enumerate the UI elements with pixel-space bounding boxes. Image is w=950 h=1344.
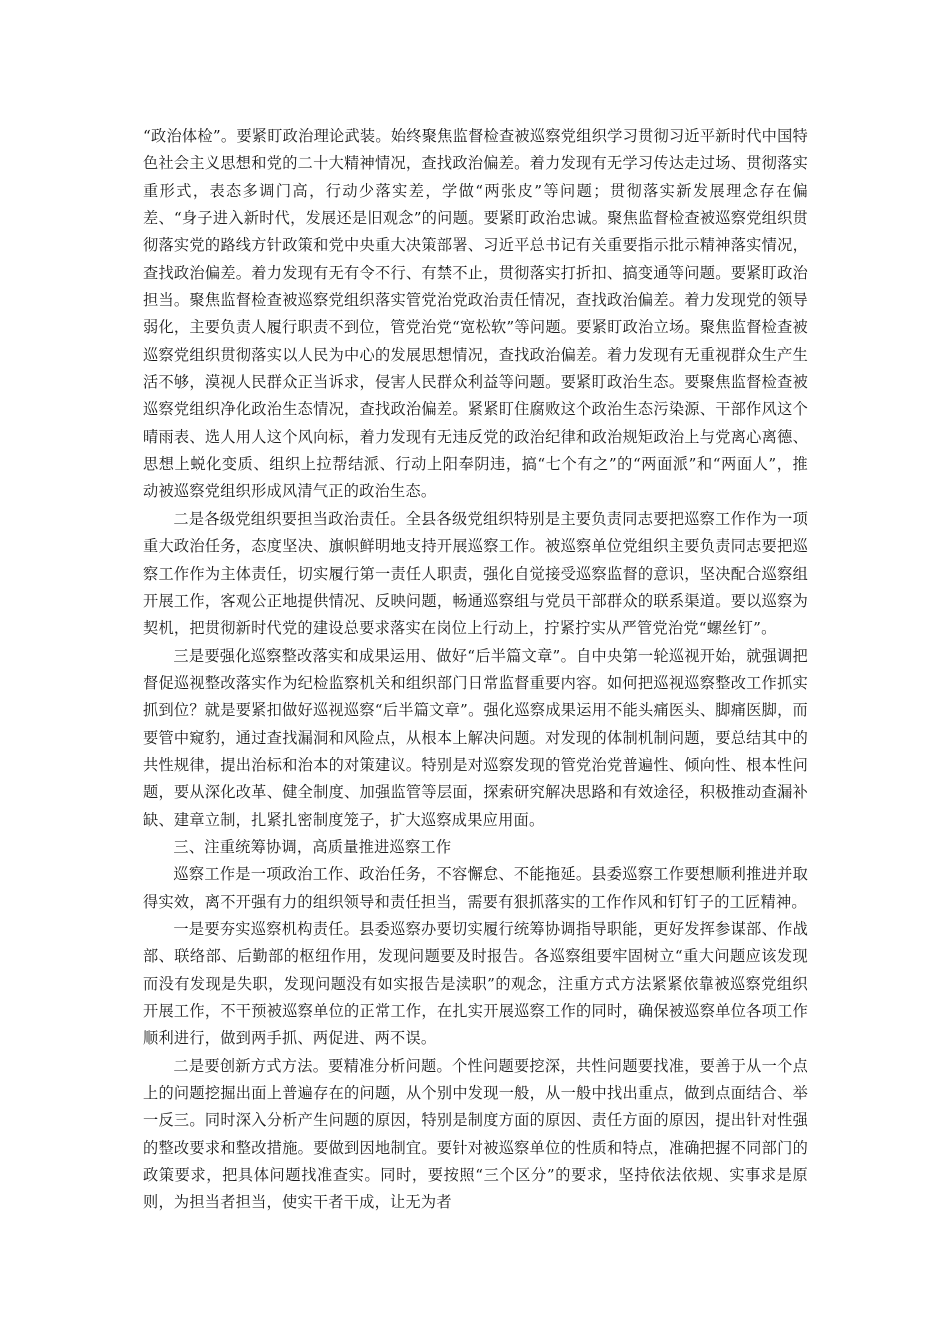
paragraph-inspection-work: 巡察工作是一项政治工作、政治任务，不容懈怠、不能拖延。县委巡察工作要想顺利推进并取得实效，离不开强有力的组织领导和责任担当，需要有狠抓落实的工作作风和钉钉子的工匠精神。	[143, 865, 808, 911]
paragraph-party-responsibility: 二是各级党组织要担当政治责任。全县各级党组织特别是主要负责同志要把巡察工作作为一项重大政治任务，态度坚决、旗帜鲜明地支持开展巡察工作。被巡察单位党组织主要负责同志要把巡察工作作为主体责任，切实履行第一责任人职责，强化自觉接受巡察监督的意识，坚决配合巡察组开展工作，客观公正地提供情况、反映问题，畅通巡察组与党员干部群众的联系渠道。要以巡察为契机，把贯彻新时代党的建设总要求落实在岗位上行动上，拧紧拧实从严管党治党“螺丝钉”。	[143, 509, 808, 638]
paragraph-political-checkup: “政治体检”。要紧盯政治理论武装。始终聚焦监督检查被巡察党组织学习贯彻习近平新时代中国特色社会主义思想和党的二十大精神情况，查找政治偏差。着力发现有无学习传达走过场、贯彻落实重形式，表态多调门高，行动少落实差，学做“两张皮”等问题；贯彻落实新发展理念存在偏差、“身子进入新时代，发展还是旧观念”的问题。要紧盯政治忠诚。聚焦监督检查被巡察党组织贯彻落实党的路线方针政策和党中央重大决策部署、习近平总书记有关重要指示批示精神落实情况，查找政治偏差。着力发现有无有令不行、有禁不止，贯彻落实打折扣、搞变通等问题。要紧盯政治担当。聚焦监督检查被巡察党组织落实管党治党政治责任情况，查找政治偏差。着力发现党的领导弱化，主要负责人履行职责不到位，管党治党“宽松软”等问题。要紧盯政治立场。聚焦监督检查被巡察党组织贯彻落实以人民为中心的发展思想情况，查找政治偏差。着力发现有无重视群众生产生活不够，漠视人民群众正当诉求，侵害人民群众利益等问题。要紧盯政治生态。要聚焦监督检查被巡察党组织净化政治生态情况，查找政治偏差。紧紧盯住腐败这个政治生态污染源、干部作风这个晴雨表、选人用人这个风向标，着力发现有无违反党的政治纪律和政治规矩政治上与党离心离德、思想上蜕化变质、组织上拉帮结派、行动上阳奉阴违，搞“七个有之”的“两面派”和“两面人”，推动被巡察党组织形成风清气正的政治生态。	[143, 127, 808, 501]
section-heading: 三、注重统筹协调，高质量推进巡察工作	[173, 837, 452, 856]
paragraph-institution-responsibility: 一是要夯实巡察机构责任。县委巡察办要切实履行统筹协调指导职能，更好发挥参谋部、作战部、联络部、后勤部的枢纽作用，发现问题要及时报告。各巡察组要牢固树立“重大问题应该发现而没有发现是失职，发现问题没有如实报告是渎职”的观念，注重方式方法紧紧依靠被巡察党组织开展工作，不干预被巡察单位的正常工作，在扎实开展巡察工作的同时，确保被巡察单位各项工作顺利进行，做到两手抓、两促进、两不误。	[143, 919, 808, 1048]
paragraph-rectification: 三是要强化巡察整改落实和成果运用、做好“后半篇文章”。自中央第一轮巡视开始，就强调把督促巡视整改落实作为纪检监察机关和组织部门日常监督重要内容。如何把巡视巡察整改工作抓实抓到位？就是要紧扣做好巡视巡察“后半篇文章”。强化巡察成果运用不能头痛医头、脚痛医脚，而要管中窥豹，通过查找漏洞和风险点，从根本上解决问题。对发现的体制机制问题，要总结其中的共性规律，提出治标和治本的对策建议。特别是对巡察发现的管党治党普遍性、倾向性、根本性问题，要从深化改革、健全制度、加强监管等层面，探索研究解决思路和有效途径，积极推动查漏补缺、建章立制，扎紧扎密制度笼子，扩大巡察成果应用面。	[143, 646, 808, 829]
document-page	[143, 123, 808, 1217]
paragraph-innovation-methods: 二是要创新方式方法。要精准分析问题。个性问题要挖深，共性问题要找准，要善于从一个点上的问题挖掘出面上普遍存在的问题，从个别中发现一般，从一般中找出重点，做到点面结合、举一反三。同时深入分析产生问题的原因，特别是制度方面的原因、责任方面的原因，提出针对性强的整改要求和整改措施。要做到因地制宜。要针对被巡察单位的性质和特点，准确把握不同部门的政策要求，把具体问题找准查实。同时，要按照“三个区分”的要求，坚持依法依规、实事求是原则，为担当者担当，使实干者干成，让无为者	[143, 1056, 808, 1212]
